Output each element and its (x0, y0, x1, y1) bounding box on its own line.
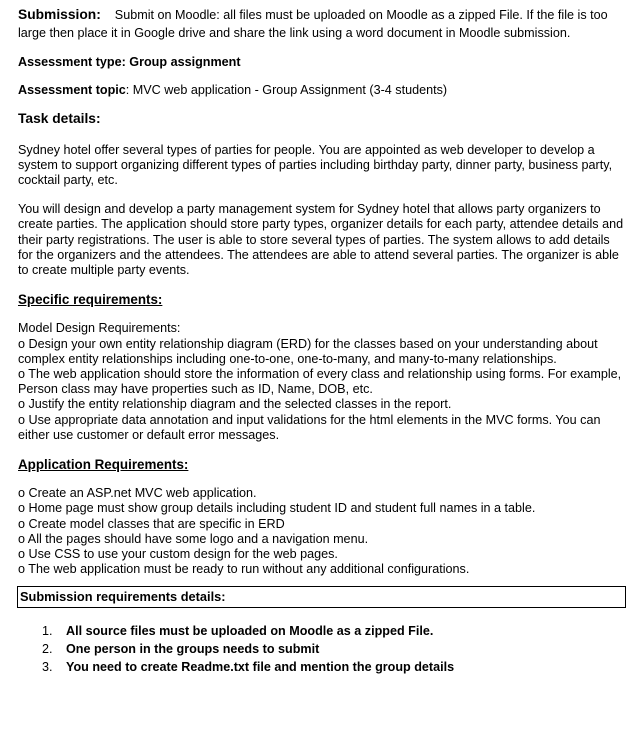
list-item (18, 640, 624, 658)
submission-paragraph (18, 6, 624, 42)
task-details-heading: Task details: (18, 111, 101, 127)
application-requirement-item: o Create an ASP.net MVC web application. (18, 486, 257, 501)
list-item-number: 1. (42, 624, 53, 639)
submission-requirements-list (18, 622, 624, 676)
specific-requirement-item: o Use appropriate data annotation and input validations for the html elements in the MVC forms. You can either use customer or default error messages. (18, 412, 601, 442)
application-requirement-item: o Use CSS to use your custom design for the web pages. (18, 547, 338, 562)
specific-requirement-item: o Justify the entity relationship diagram and the selected classes in the report. (18, 397, 452, 412)
application-requirement-item: o Create model classes that are specific in ERD (18, 516, 285, 531)
specific-requirements-heading: Specific requirements: (18, 292, 163, 308)
submission-requirements-heading-box (17, 586, 626, 608)
specific-requirement-item: o Design your own entity relationship diagram (ERD) for the classes based on your understanding about complex entity relationships including one-to-one, one-to-many, and many-to-many relationships. (18, 336, 598, 366)
submission-label: Submission: (18, 7, 101, 22)
application-requirement-item: o All the pages should have some logo and a navigation menu. (18, 531, 369, 546)
list-item-text: You need to create Readme.txt file and mention the group details (66, 660, 455, 675)
application-requirement-item: o Home page must show group details including student ID and student full names in a table. (18, 501, 536, 516)
task-details-para1: Sydney hotel offer several types of parties for people. You are appointed as web developer to develop a system to support organizing different types of parties including birthday party, dinner party, business party, cocktail party, etc. (18, 142, 613, 188)
submission-requirements-heading: Submission requirements details: (20, 589, 226, 605)
assessment-topic-text: : MVC web application - Group Assignment (3-4 students) (125, 83, 448, 98)
list-item-text: One person in the groups needs to submit (66, 642, 320, 657)
application-requirements-heading: Application Requirements: (18, 457, 189, 473)
list-item-number: 2. (42, 642, 53, 657)
assessment-topic-label: Assessment topic (18, 83, 126, 98)
application-requirement-item: o The web application must be ready to run without any additional configurations. (18, 562, 470, 577)
list-item-number: 3. (42, 660, 53, 675)
list-item (18, 658, 624, 676)
list-item (18, 622, 624, 640)
specific-requirement-item: o The web application should store the information of every class and relationship using forms. For example, Person class may have properties such as ID, Name, DOB, etc. (18, 367, 622, 397)
assessment-topic (18, 83, 624, 98)
model-design-intro: Model Design Requirements: (18, 321, 181, 336)
list-item-text: All source files must be uploaded on Moodle as a zipped File. (66, 624, 434, 639)
document-page (18, 6, 624, 676)
assessment-type-label: Assessment type: Group assignment (18, 55, 241, 69)
task-details-para2: You will design and develop a party management system for Sydney hotel that allows party organizers to create parties. The application should store party types, organizer details for each party, attendee details and their party registrations. The user is able to store several types of parties. The system allows to add details for the organizers and the attendees. The attendees are able to attend several parties. The organizer is able to create multiple party events. (18, 202, 624, 278)
assessment-type (18, 55, 624, 70)
submission-text: Submit on Moodle: all files must be uploaded on Moodle as a zipped File. If the file is too large then place it in Google drive and share the link using a word document in Moodle submission. (18, 8, 608, 40)
